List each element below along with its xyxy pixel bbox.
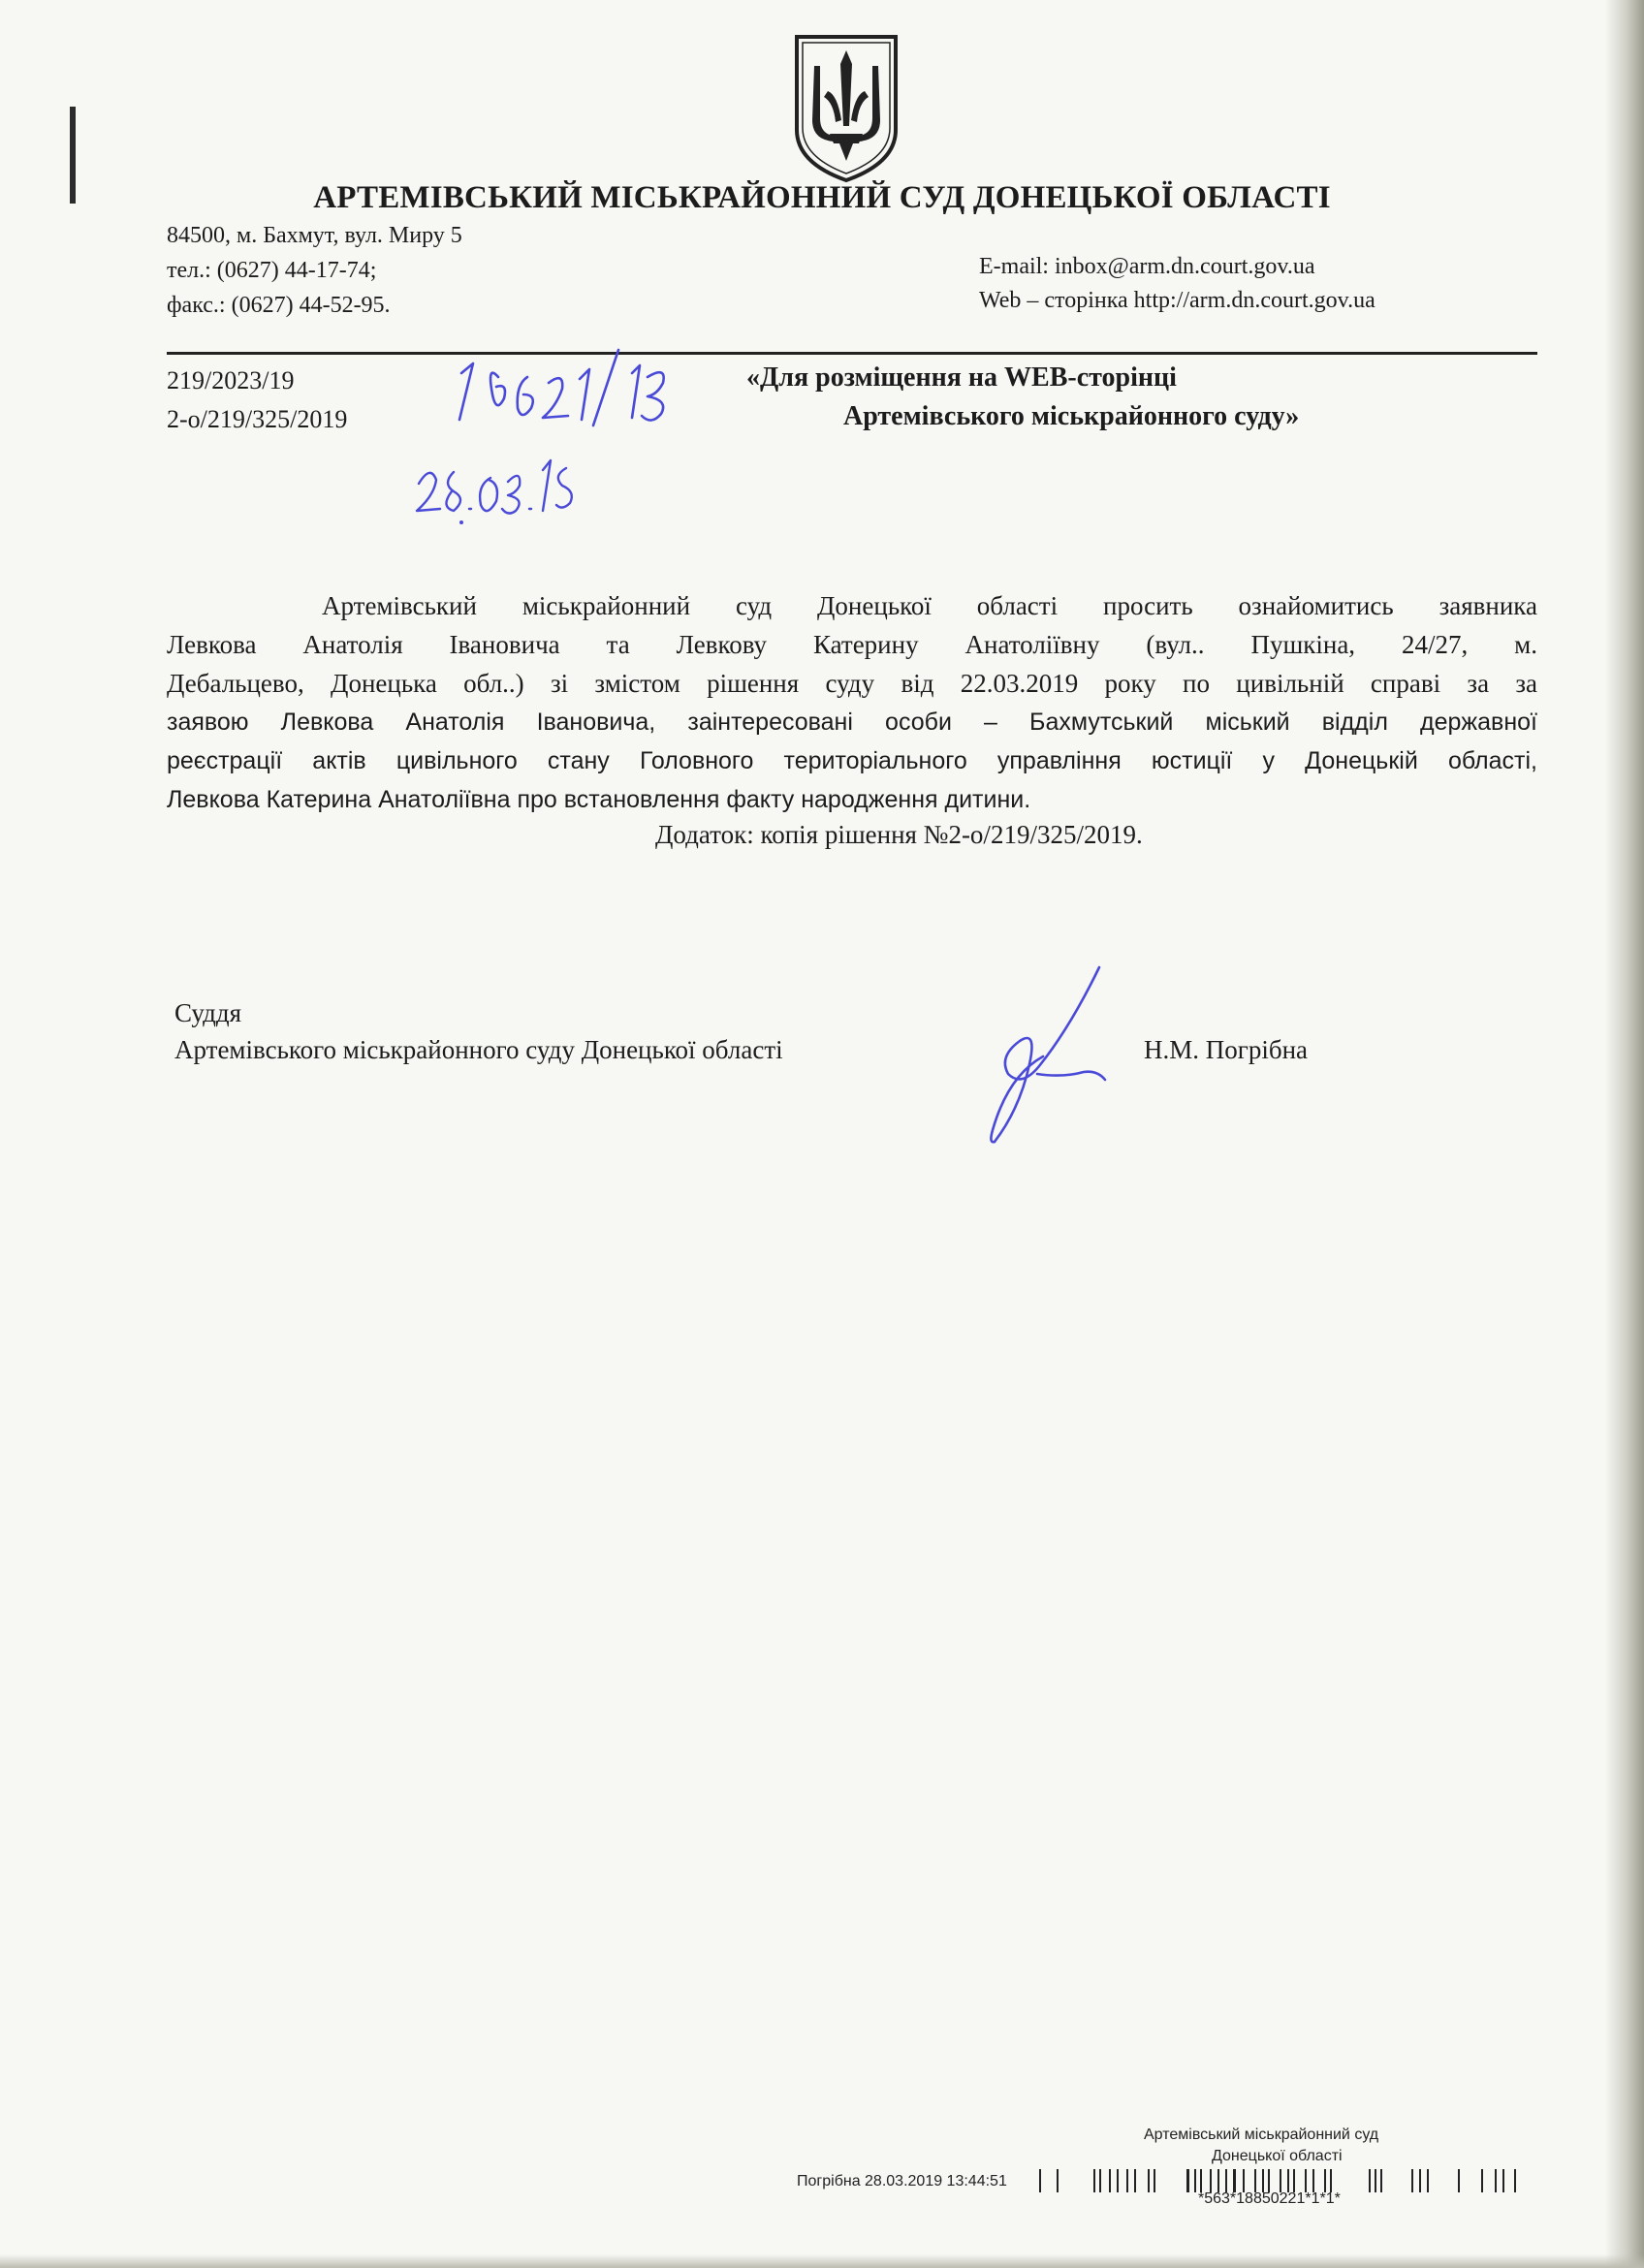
- handwritten-date: [407, 441, 620, 528]
- stamp-signed: Погрібна 28.03.2019 13:44:51: [797, 2173, 1007, 2189]
- header-divider: [167, 352, 1537, 355]
- case-number: 2-о/219/325/2019: [167, 405, 348, 433]
- signer-name: Н.М. Погрібна: [1144, 1035, 1309, 1064]
- stamp-region: Донецької області: [1212, 2148, 1343, 2164]
- body-line: Левкова Анатолія Івановича та Левкову Катерину Анатоліївну (вул.. Пушкіна, 24/27, м.: [167, 630, 1537, 659]
- addressee-line-2: Артемівського міськрайонного суду»: [843, 401, 1300, 431]
- handwritten-registration-number: [448, 344, 680, 433]
- barcode-icon: [1039, 2169, 1520, 2192]
- coat-of-arms-icon: [791, 33, 901, 184]
- addressee-line-1: «Для розміщення на WEB-сторінці: [746, 362, 1177, 393]
- body-line: Артемівський міськрайонний суд Донецької області просить ознайомитись заявника: [322, 591, 1537, 620]
- page-edge-shadow: [1605, 0, 1644, 2268]
- court-phone: тел.: (0627) 44-17-74;: [167, 258, 377, 283]
- registration-number: 219/2023/19: [167, 366, 295, 394]
- stamp-court: Артемівський міськрайонний суд: [1144, 2126, 1379, 2143]
- body-line: Левкова Катерина Анатоліївна про встановлення факту народження дитини.: [167, 786, 1031, 813]
- signer-role: Суддя: [174, 998, 242, 1027]
- body-line: заявою Левкова Анатолія Івановича, заінтересовані особи – Бахмутський міський відділ державної: [167, 709, 1537, 736]
- signer-court: Артемівського міськрайонного суду Донецької області: [174, 1035, 783, 1064]
- barcode-number: *563*18850221*1*1*: [1198, 2190, 1341, 2207]
- court-fax: факс.: (0627) 44-52-95.: [167, 293, 391, 318]
- court-name: АРТЕМІВСЬКИЙ МІСЬКРАЙОННИЙ СУД ДОНЕЦЬКОЇ ОБЛАСТІ: [313, 180, 1331, 215]
- handwritten-signature: [969, 960, 1124, 1153]
- attachment-note: Додаток: копія рішення №2-о/219/325/2019.: [655, 820, 1143, 849]
- letter-body: [167, 586, 1537, 819]
- page-bottom-shadow: [0, 2254, 1644, 2268]
- body-line: Дебальцево, Донецька обл..) зі змістом рішення суду від 22.03.2019 року по цивільній справі за за: [167, 669, 1537, 698]
- court-web: Web – сторінка http://arm.dn.court.gov.ua: [979, 288, 1375, 313]
- court-email: E-mail: inbox@arm.dn.court.gov.ua: [979, 254, 1315, 279]
- court-address: 84500, м. Бахмут, вул. Миру 5: [167, 223, 462, 248]
- body-line: реєстрації актів цивільного стану Головного територіального управління юстиції у Донецькій області,: [167, 747, 1537, 774]
